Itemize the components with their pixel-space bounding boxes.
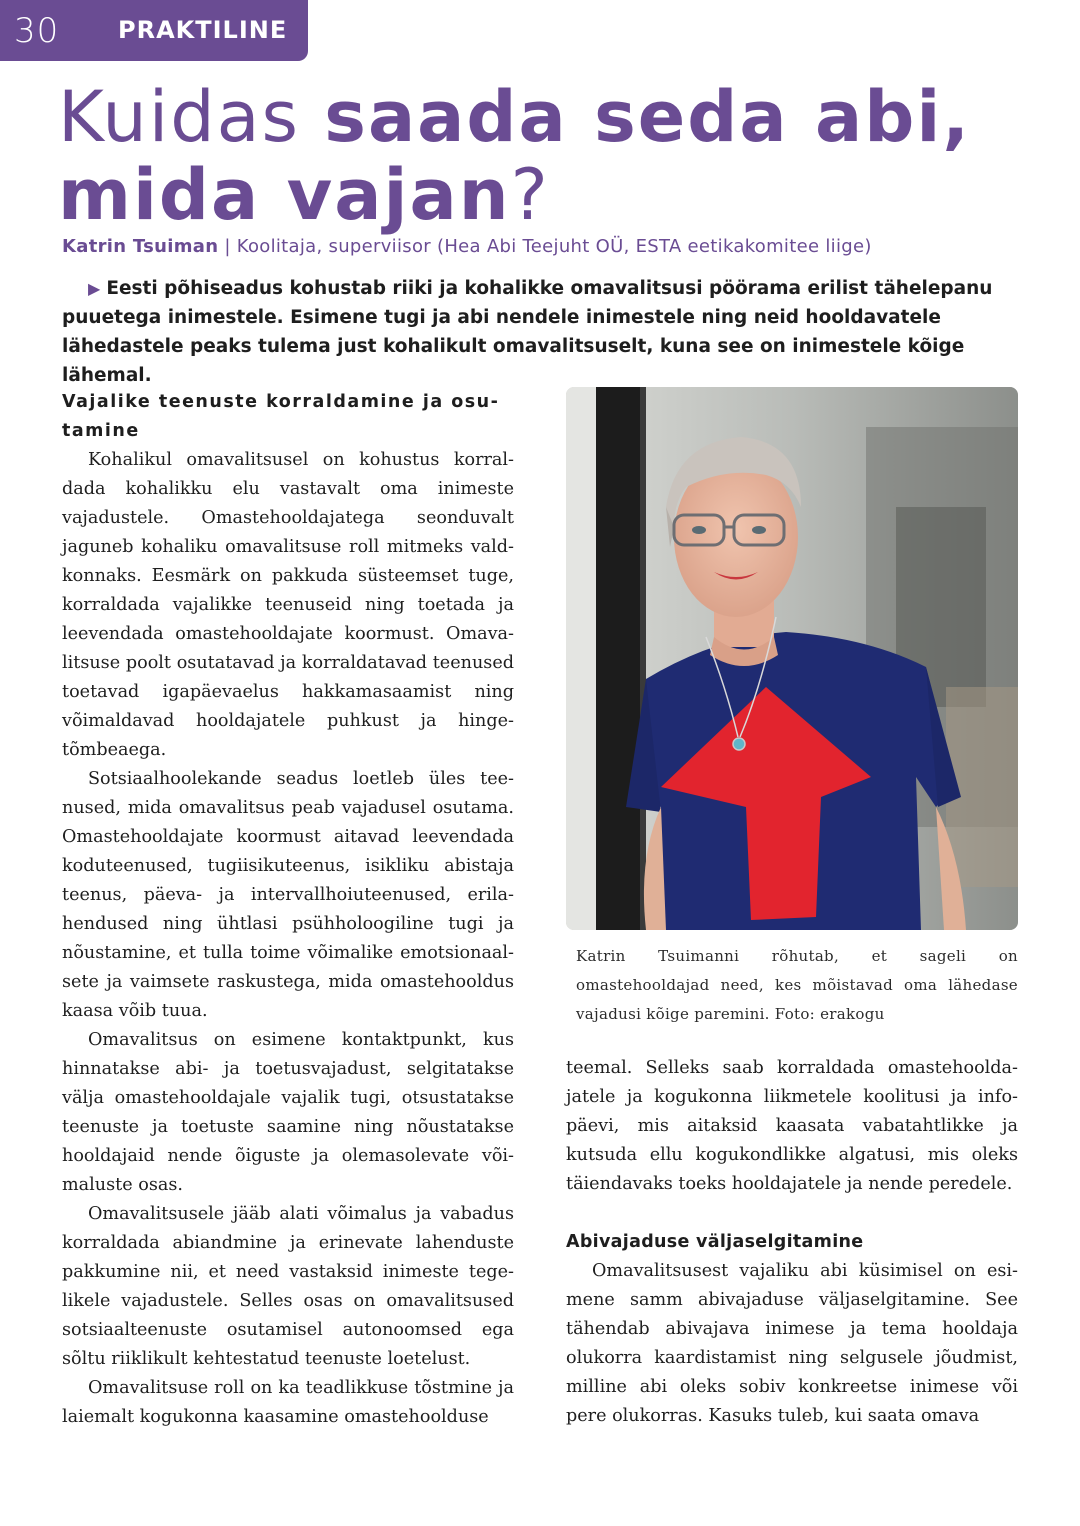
section-heading-services: Vajalike teenuste korraldamine ja osutamine	[62, 392, 498, 441]
author-name: Katrin Tsuiman	[62, 236, 219, 257]
title-part-bold-1: saada seda abi,	[324, 76, 971, 158]
lead-arrow-icon: ▶	[88, 279, 101, 298]
section-header-tab	[0, 0, 308, 61]
body-paragraph: Omavalitsus on esimene kontaktpunkt, kus hinnatakse abi- ja toetusvajadust, selgitatakse välja omastehooldajale vajalik tugi, otsustatakse teenuste ja toetuste saamine ning nõustatakse hooldajaid nende õiguste ja olemasolevate võimaluste osas.	[62, 1030, 514, 1195]
body-paragraph: Sotsiaalhoolekande seadus loetleb üles teenused, mida omavalitsus peab vajadusel osutama. Omastehooldajate koormust aitavad leevendada koduteenused, tugiisikuteenus, isikliku abistaja teenus, päeva- ja intervallhoiuteenused, erilahendused ning ühtlasi psühholoogiline tugi ja nõustamine, et tulla toime võimalike emotsionaalsete ja vaimsete raskustega, mida omastehooldus kaasa võib tuua.	[62, 769, 514, 1021]
body-paragraph: Omavalitsusest vajaliku abi küsimisel on esimene samm abivajaduse väljaselgitamine. See tähendab abivajava inimese ja tema hooldaja olukorra kaardistamist ning selgusele jõudmist, milline abi oleks sobiv konkreetse inimese või pere olukorras. Kasuks tuleb, kui saata omava	[566, 1261, 1018, 1426]
lead-text: Eesti põhiseadus kohustab riiki ja kohalikke omavalitsusi pöörama erilist tähelepanu puuetega inimestele. Esimene tugi ja abi nendele inimestele ning neid hooldavatele lähedastele peaks tulema just kohalikult omavalitsuselt, kuna see on inimestele kõige lähemal.	[62, 278, 993, 386]
section-heading-assessment: Abivajaduse väljaselgitamine	[566, 1232, 864, 1252]
article-lead	[62, 274, 1020, 390]
author-role: | Koolitaja, superviisor (Hea Abi Teejuht OÜ, ESTA eetikakomitee liige)	[218, 236, 872, 257]
title-part-light: Kuidas	[58, 76, 325, 158]
title-part-bold-2: mida vajan	[58, 154, 511, 236]
body-paragraph: Kohalikul omavalitsusel on kohustus korraldada kohalikku elu vastavalt oma inimeste vajadustele. Omastehooldajatega seonduvalt jaguneb kohaliku omavalitsuse roll mitmeks valdkonnaks. Eesmärk on pakkuda süsteemset tuge, korraldada vajalikke teenuseid ning toetada ja leevendada omastehooldajate koormust. Omavalitsuse poolt osutatavad ja korraldatavad teenused toetavad igapäevaelus hakkamasaamist ning võimaldavad hooldajatele puhkust ja hingetõmbeaega.	[62, 450, 514, 760]
page-number: 30	[14, 11, 60, 51]
body-paragraph-continuation: teemal. Selleks saab korraldada omastehooldajatele ja kogukonna liikmetele koolitusi ja infopäevi, mis aitaksid kaasata vabatahtlikke ja kutsuda ellu kogukondlikke algatusi, mis oleks täiendavaks toeks hooldajatele ja nende peredele.	[566, 1058, 1018, 1194]
photo-caption: Katrin Tsuimanni rõhutab, et sageli on omastehooldajad need, kes mõistavad oma lähedase vajadusi kõige paremini. Foto: erakogu	[576, 947, 1018, 1023]
section-label: PRAKTILINE	[118, 16, 288, 44]
right-column	[566, 1054, 1018, 1431]
article-title	[58, 78, 1048, 234]
byline	[62, 236, 872, 257]
author-photo-illustration	[566, 387, 1018, 930]
title-question-mark: ?	[510, 154, 550, 236]
author-photo	[566, 387, 1018, 930]
body-paragraph: Omavalitsuse roll on ka teadlikkuse tõstmine ja laiemalt kogukonna kaasamine omastehoolduse	[62, 1378, 514, 1427]
left-column	[62, 388, 514, 1432]
body-paragraph: Omavalitsusele jääb alati võimalus ja vabadus korraldada abiandmine ja erinevate lahenduste pakkumine nii, et need vastaksid inimeste tegelikele vajadustele. Selles osas on omavalitsused sotsiaalteenuste osutamisel autonoomsed ega sõltu riiklikult kehtestatud teenuste loetelust.	[62, 1204, 514, 1369]
